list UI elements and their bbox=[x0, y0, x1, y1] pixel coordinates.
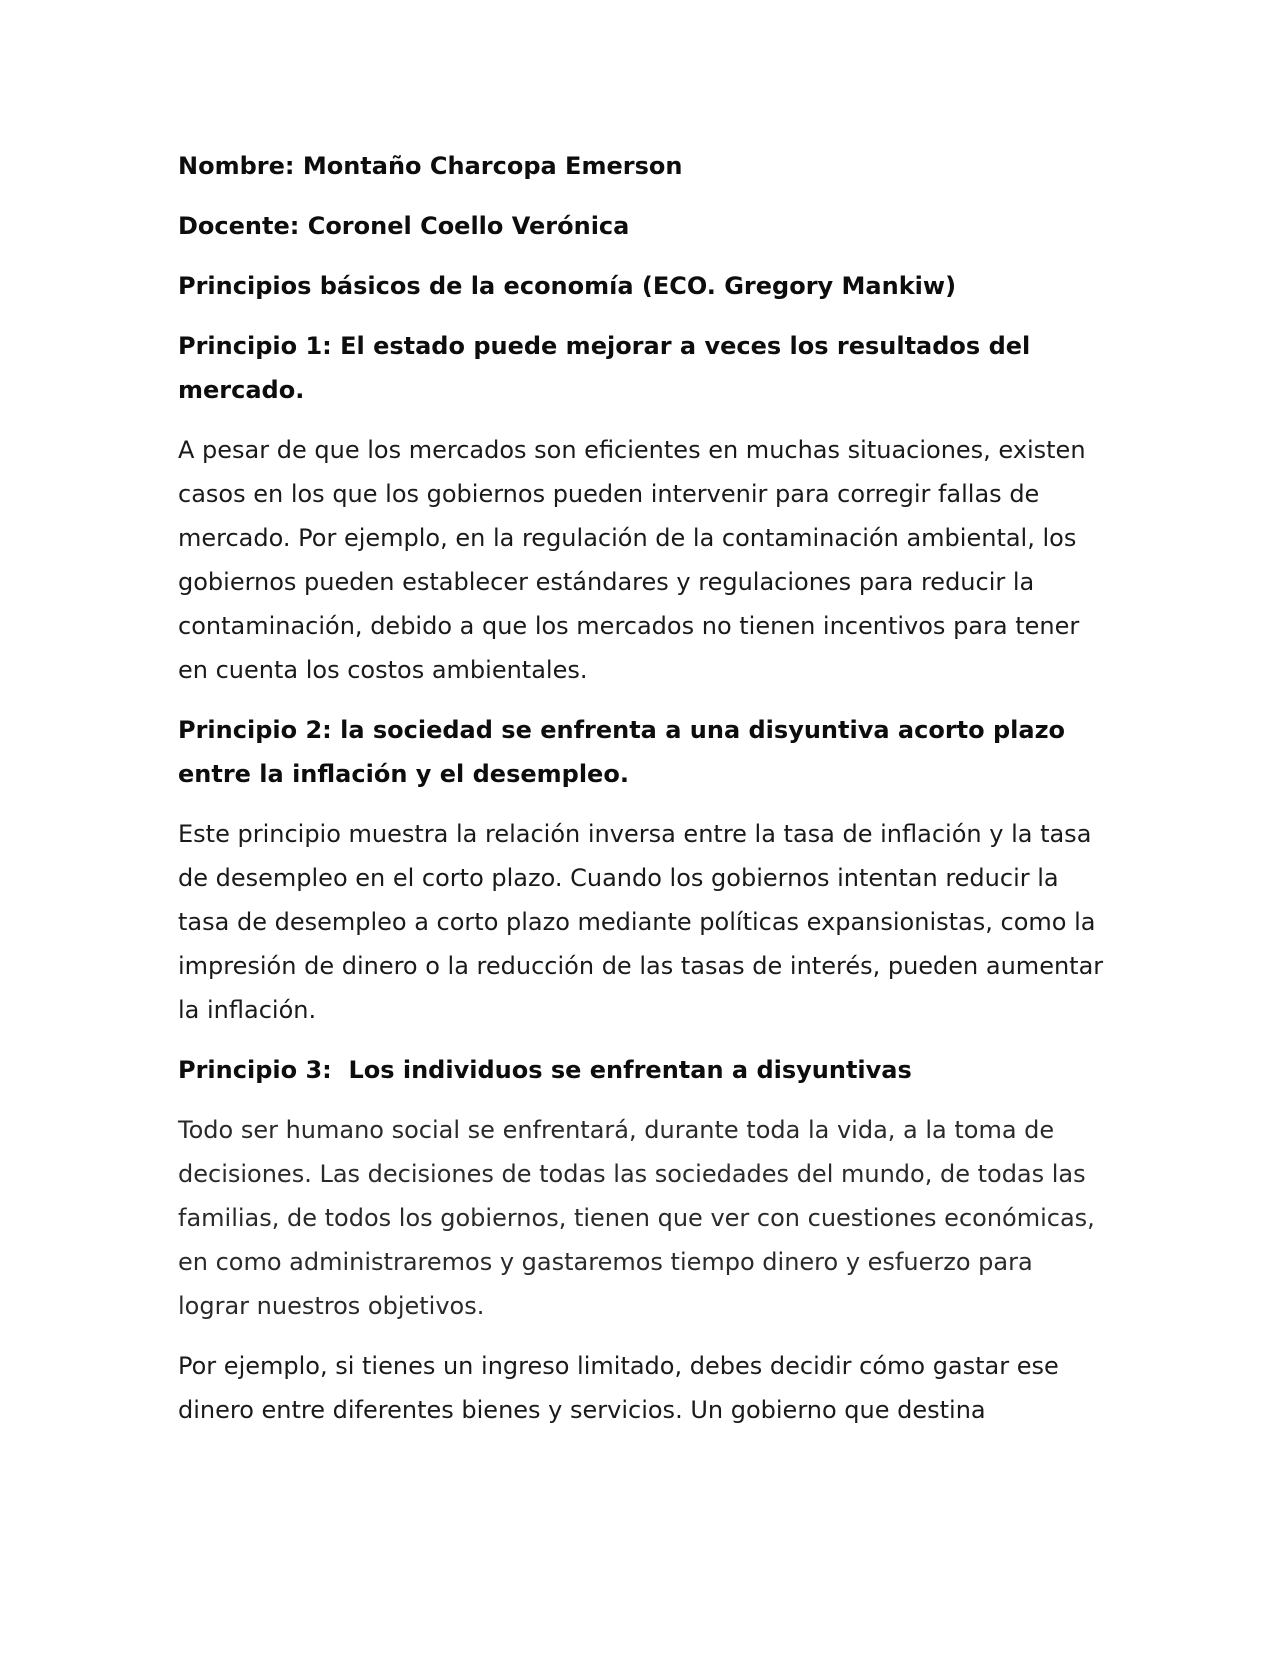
principle-2-title: Principio 2: la sociedad se enfrenta a una disyuntiva acorto plazo entre la inflación y el desempleo. bbox=[178, 716, 1066, 788]
document-page bbox=[178, 144, 1108, 1448]
document-title: Principios básicos de la economía (ECO. Gregory Mankiw) bbox=[178, 272, 957, 300]
teacher-name: Docente: Coronel Coello Verónica bbox=[178, 212, 630, 240]
principle-1-title: Principio 1: El estado puede mejorar a veces los resultados del mercado. bbox=[178, 332, 1031, 404]
principle-3-text: Todo ser humano social se enfrentará, durante toda la vida, a la toma de decisiones. Las decisiones de todas las sociedades del mundo, de todas las familias, de todos los gobiernos, tienen que ver con cuestiones económicas, en como administraremos y gastaremos tiempo dinero y esfuerzo para lograr nuestros objetivos. bbox=[178, 1116, 1095, 1320]
student-name: Nombre: Montaño Charcopa Emerson bbox=[178, 152, 683, 180]
principle-3-example: Por ejemplo, si tienes un ingreso limitado, debes decidir cómo gastar ese dinero entre diferentes bienes y servicios. Un gobierno que destina bbox=[178, 1352, 1059, 1424]
principle-1-text: A pesar de que los mercados son eficientes en muchas situaciones, existen casos en los que los gobiernos pueden intervenir para corregir fallas de mercado. Por ejemplo, en la regulación de la contaminación ambiental, los gobiernos pueden establecer estándares y regulaciones para reducir la contaminación, debido a que los mercados no tienen incentivos para tener en cuenta los costos ambientales. bbox=[178, 436, 1086, 684]
principle-2-text: Este principio muestra la relación inversa entre la tasa de inflación y la tasa de desempleo en el corto plazo. Cuando los gobiernos intentan reducir la tasa de desempleo a corto plazo mediante políticas expansionistas, como la impresión de dinero o la reducción de las tasas de interés, pueden aumentar la inflación. bbox=[178, 820, 1104, 1024]
principle-3-title: Principio 3: Los individuos se enfrentan a disyuntivas bbox=[178, 1056, 912, 1084]
